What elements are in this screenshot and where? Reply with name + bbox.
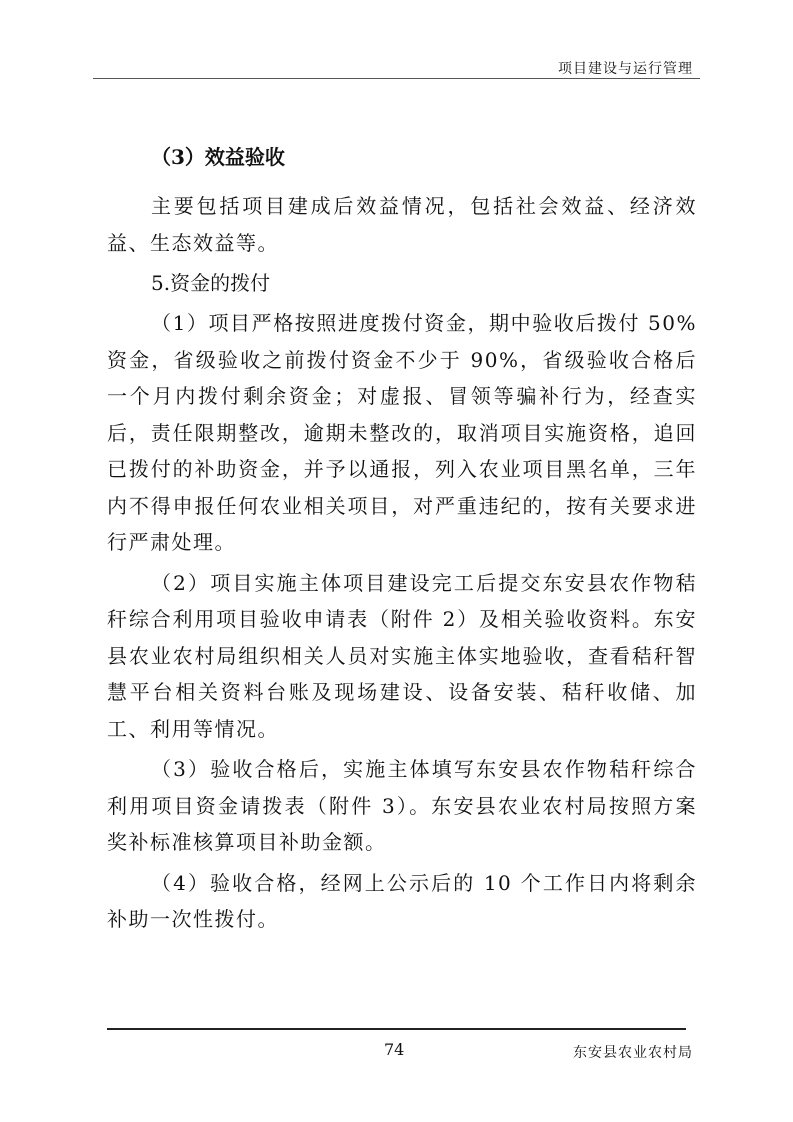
paragraph-benefit: 主要包括项目建成后效益情况，包括社会效益、经济效益、生态效益等。 bbox=[107, 194, 697, 255]
page-content bbox=[107, 140, 697, 938]
header-divider bbox=[93, 78, 700, 79]
paragraph-item-4: （4）验收合格，经网上公示后的 10 个工作日内将剩余补助一次性拨付。 bbox=[107, 870, 697, 931]
heading-fund-disbursement: 5.资金的拨付 bbox=[151, 271, 271, 295]
paragraph-item-3: （3）验收合格后，实施主体填写东安县农作物秸秆综合利用项目资金请拨表（附件 3）。东安县农业农村局按照方案奖补标准核算项目补助金额。 bbox=[107, 757, 697, 854]
header-section-title: 项目建设与运行管理 bbox=[558, 61, 693, 77]
heading-benefit-acceptance: （3）效益验收 bbox=[151, 145, 285, 169]
paragraph-item-2: （2）项目实施主体项目建设完工后提交东安县农作物秸秆综合利用项目验收申请表（附件 2）及相关验收资料。东安县农业农村局组织相关人员对实施主体实地验收，查看秸秆智慧平台相关资料台账及现场建设、设备安装、秸秆收储、加工、利用等情况。 bbox=[107, 570, 697, 741]
paragraph-item-1: （1）项目严格按照进度拨付资金，期中验收后拨付 50%资金，省级验收之前拨付资金不少于 90%，省级验收合格后一个月内拨付剩余资金；对虚报、冒领等骗补行为，经查实后，责任限期整改，逾期未整改的，取消项目实施资格，追回已拨付的补助资金，并予以通报，列入农业项目黑名单，三年内不得申报任何农业相关项目，对严重违纪的，按有关要求进行严肃处理。 bbox=[107, 311, 697, 554]
footer-organization: 东安县农业农村局 bbox=[573, 1045, 693, 1061]
page-number: 74 bbox=[384, 1040, 405, 1059]
footer-divider bbox=[107, 1028, 686, 1030]
